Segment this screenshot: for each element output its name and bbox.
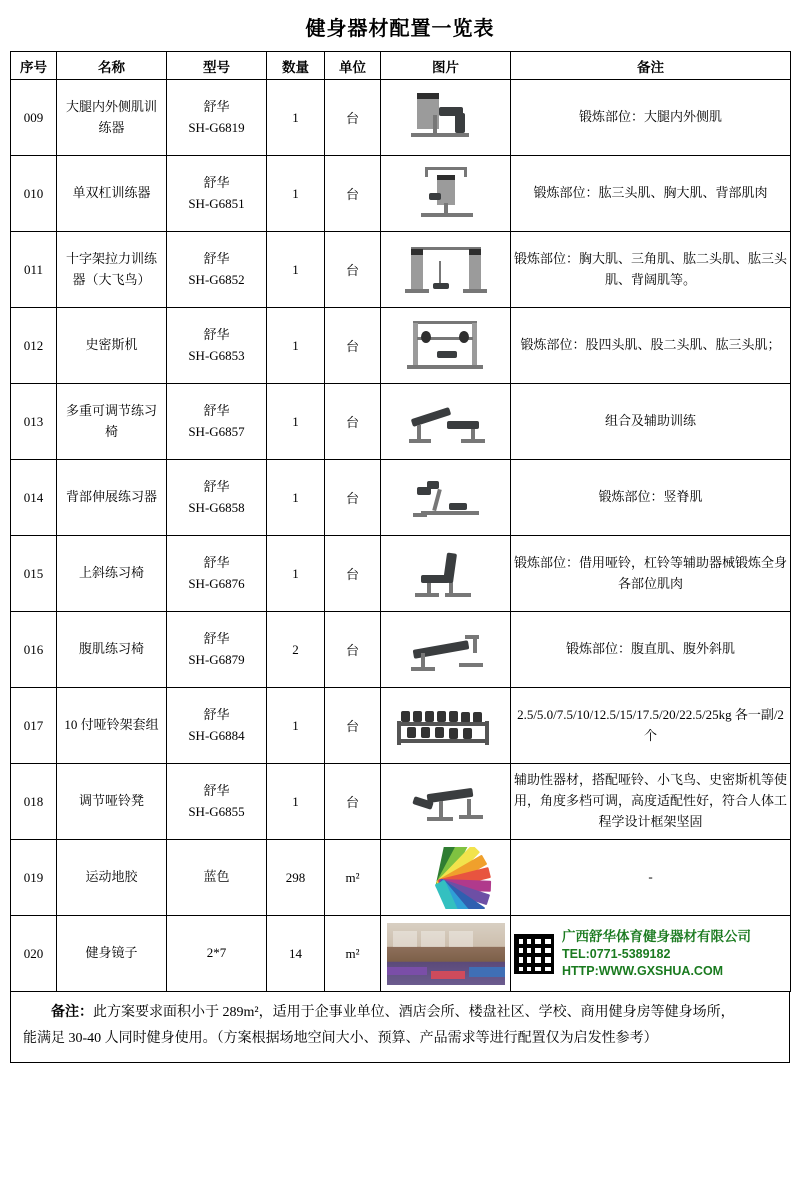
model-brand: 蓝色 (203, 869, 230, 885)
cell-model (167, 80, 267, 156)
cell-model (167, 764, 267, 840)
model-code: SH-G6858 (188, 499, 245, 515)
cell-index: 015 (11, 536, 57, 612)
cell-index: 014 (11, 460, 57, 536)
model-code: SH-G6884 (188, 727, 245, 743)
cell-name: 健身镜子 (57, 916, 167, 992)
cable-crossover-machine-photo (387, 239, 505, 301)
sports-flooring-color-swatches-photo (387, 847, 505, 909)
model-code: SH-G6819 (188, 119, 245, 135)
table-row (11, 232, 791, 308)
column-header-model: 型号 (167, 52, 267, 80)
cell-image (381, 80, 511, 156)
cell-image (381, 764, 511, 840)
cell-name: 大腿内外侧肌训练器 (57, 80, 167, 156)
cell-model (167, 688, 267, 764)
company-contact (562, 928, 751, 980)
cell-name: 史密斯机 (57, 308, 167, 384)
cell-qty: 1 (267, 460, 325, 536)
cell-name: 10 付哑铃架套组 (57, 688, 167, 764)
column-header-name: 名称 (57, 52, 167, 80)
cell-image (381, 308, 511, 384)
model-code: SH-G6855 (188, 803, 245, 819)
dumbbell-rack-set-photo (387, 695, 505, 757)
cell-image (381, 612, 511, 688)
footer-note-line1: 此方案要求面积小于 289m²，适用于企事业单位、酒店会所、楼盘社区、学校、商用健身房等健身场所， (93, 1005, 735, 1020)
cell-qty: 1 (267, 764, 325, 840)
model-brand: 2*7 (206, 945, 227, 961)
table-row (11, 536, 791, 612)
model-brand: 舒华 (203, 327, 230, 343)
cell-remark-company (511, 916, 791, 992)
cell-name: 背部伸展练习器 (57, 460, 167, 536)
cell-model (167, 384, 267, 460)
cell-index: 020 (11, 916, 57, 992)
cell-name: 十字架拉力训练器（大飞鸟） (57, 232, 167, 308)
table-row (11, 688, 791, 764)
dumbbell-rack (397, 707, 495, 747)
cell-remark: 锻炼部位：股四头肌、股二头肌、肱三头肌； (511, 308, 791, 384)
page-title: 健身器材配置一览表 (305, 18, 495, 40)
ab-bench-photo (387, 619, 505, 681)
cell-image (381, 232, 511, 308)
cell-remark: - (511, 840, 791, 916)
cell-unit: m² (325, 840, 381, 916)
table-row (11, 840, 791, 916)
company-name: 广西舒华体育健身器材有限公司 (562, 928, 751, 944)
back-extension-bench-photo (387, 467, 505, 529)
company-telephone: TEL:0771-5389182 (562, 946, 671, 961)
model-brand: 舒华 (203, 783, 230, 799)
color-swatch-fan (395, 853, 499, 903)
model-brand: 舒华 (203, 555, 230, 571)
cell-index: 016 (11, 612, 57, 688)
cell-qty: 298 (267, 840, 325, 916)
cell-model (167, 156, 267, 232)
cell-unit: 台 (325, 80, 381, 156)
incline-bench-photo (387, 543, 505, 605)
gym-mirror-room-photo (387, 923, 505, 985)
smith-machine-photo (387, 315, 505, 377)
footer-note-line2: 能满足 30-40 人同时健身使用。（方案根据场地空间大小、预算、产品需求等进行配置仅为启发性参考） (23, 1030, 658, 1046)
table-header-row (11, 52, 791, 80)
model-brand: 舒华 (203, 99, 230, 115)
cell-image (381, 156, 511, 232)
cell-qty: 1 (267, 688, 325, 764)
cell-unit: 台 (325, 308, 381, 384)
cell-model (167, 460, 267, 536)
cell-qty: 2 (267, 612, 325, 688)
model-code: SH-G6879 (188, 651, 245, 667)
table-row (11, 612, 791, 688)
cell-unit: 台 (325, 764, 381, 840)
column-header-remark: 备注 (511, 52, 791, 80)
cell-index: 011 (11, 232, 57, 308)
cell-name: 单双杠训练器 (57, 156, 167, 232)
cell-model (167, 840, 267, 916)
cell-name: 上斜练习椅 (57, 536, 167, 612)
cell-image (381, 840, 511, 916)
cell-image (381, 384, 511, 460)
footer-note (10, 992, 790, 1063)
cell-model (167, 612, 267, 688)
cell-index: 018 (11, 764, 57, 840)
model-code: SH-G6853 (188, 347, 245, 363)
cell-index: 012 (11, 308, 57, 384)
cell-image (381, 536, 511, 612)
cell-index: 019 (11, 840, 57, 916)
cell-qty: 1 (267, 80, 325, 156)
cell-qty: 1 (267, 308, 325, 384)
cell-model (167, 536, 267, 612)
column-header-unit: 单位 (325, 52, 381, 80)
table-row (11, 460, 791, 536)
model-brand: 舒华 (203, 631, 230, 647)
table-row (11, 308, 791, 384)
cell-index: 017 (11, 688, 57, 764)
cell-name: 运动地胶 (57, 840, 167, 916)
cell-name: 腹肌练习椅 (57, 612, 167, 688)
cell-remark: 辅助性器材，搭配哑铃、小飞鸟、史密斯机等使用，角度多档可调，高度适配性好，符合人体工程学设计框架坚固 (511, 764, 791, 840)
model-code: SH-G6851 (188, 195, 245, 211)
cell-qty: 1 (267, 536, 325, 612)
company-block (514, 926, 787, 982)
cell-unit: 台 (325, 536, 381, 612)
cell-unit: 台 (325, 384, 381, 460)
cell-remark: 锻炼部位：胸大肌、三角肌、肱二头肌、肱三头肌、背阔肌等。 (511, 232, 791, 308)
equipment-table (10, 51, 791, 992)
adjustable-dumbbell-bench-photo (387, 771, 505, 833)
cell-unit: m² (325, 916, 381, 992)
cell-unit: 台 (325, 232, 381, 308)
table-row (11, 384, 791, 460)
cell-unit: 台 (325, 612, 381, 688)
model-brand: 舒华 (203, 403, 230, 419)
model-brand: 舒华 (203, 175, 230, 191)
model-code: SH-G6876 (188, 575, 245, 591)
column-header-index: 序号 (11, 52, 57, 80)
cell-image (381, 460, 511, 536)
dip-chin-assist-machine-photo (387, 163, 505, 225)
cell-name: 调节哑铃凳 (57, 764, 167, 840)
qr-code-icon (514, 934, 554, 974)
cell-remark: 锻炼部位：肱三头肌、胸大肌、背部肌肉 (511, 156, 791, 232)
cell-remark: 锻炼部位：竖脊肌 (511, 460, 791, 536)
cell-remark: 锻炼部位：腹直肌、腹外斜肌 (511, 612, 791, 688)
cell-index: 010 (11, 156, 57, 232)
cell-name: 多重可调节练习椅 (57, 384, 167, 460)
model-brand: 舒华 (203, 707, 230, 723)
cell-remark: 锻炼部位：借用哑铃，杠铃等辅助器械锻炼全身各部位肌肉 (511, 536, 791, 612)
column-header-qty: 数量 (267, 52, 325, 80)
model-code: SH-G6852 (188, 271, 245, 287)
cell-remark: 2.5/5.0/7.5/10/12.5/15/17.5/20/22.5/25kg 各一副/2 个 (511, 688, 791, 764)
model-code: SH-G6857 (188, 423, 245, 439)
cell-model (167, 308, 267, 384)
mirror-room-scene (387, 923, 505, 985)
table-row (11, 156, 791, 232)
cell-qty: 14 (267, 916, 325, 992)
cell-index: 009 (11, 80, 57, 156)
cell-unit: 台 (325, 156, 381, 232)
table-row (11, 80, 791, 156)
column-header-image: 图片 (381, 52, 511, 80)
cell-unit: 台 (325, 460, 381, 536)
cell-unit: 台 (325, 688, 381, 764)
footer-note-label: 备注： (51, 1005, 93, 1020)
leg-adductor-machine-photo (387, 87, 505, 149)
cell-qty: 1 (267, 384, 325, 460)
cell-model (167, 232, 267, 308)
company-website[interactable]: HTTP:WWW.GXSHUA.COM (562, 963, 724, 978)
cell-image (381, 916, 511, 992)
adjustable-bench-photo (387, 391, 505, 453)
table-row (11, 764, 791, 840)
cell-model (167, 916, 267, 992)
cell-index: 013 (11, 384, 57, 460)
model-brand: 舒华 (203, 479, 230, 495)
cell-remark: 组合及辅助训练 (511, 384, 791, 460)
table-row (11, 916, 791, 992)
model-brand: 舒华 (203, 251, 230, 267)
cell-remark: 锻炼部位：大腿内外侧肌 (511, 80, 791, 156)
cell-image (381, 688, 511, 764)
cell-qty: 1 (267, 156, 325, 232)
cell-qty: 1 (267, 232, 325, 308)
